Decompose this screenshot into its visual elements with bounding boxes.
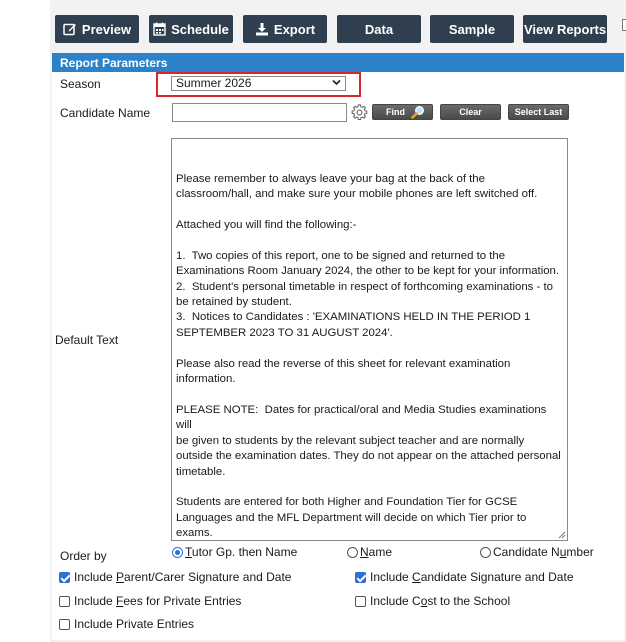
- view-reports-button[interactable]: [523, 15, 607, 43]
- sample-label: Sample: [448, 21, 496, 37]
- checkbox-checked-icon[interactable]: [59, 572, 70, 583]
- candidate-name-label: Candidate Name: [60, 106, 151, 120]
- panel-title: Report Parameters: [52, 53, 624, 72]
- chevron-down-icon: [332, 78, 341, 87]
- export-label: Export: [273, 21, 316, 37]
- private-entries-label: Include Private Entries: [74, 617, 195, 631]
- order-option-tutor-label: Tutor Gp. then Name: [185, 545, 298, 559]
- order-option-tutor-rest: utor Gp. then Name: [191, 545, 298, 559]
- calendar-icon: [153, 22, 166, 36]
- candidate-signature-label: Include Candidate Signature and Date: [370, 570, 574, 584]
- select-last-button[interactable]: [508, 104, 569, 120]
- parent-signature-label: Include Parent/Carer Signature and Date: [74, 570, 292, 584]
- cost-school-checkbox-row[interactable]: [355, 594, 510, 608]
- default-text-content: Please remember to always leave your bag at the back of the classroom/hall, and make sure your mobile phones are left switched off. Attached you will find the following:- 1. Two copies of this report, one to be signed and returned to the Examinations Room January 2024, the other to be kept for your information. 2. Student's personal timetable in respect of forthcoming examinations - to be retained by student. 3. Notices to Candidates : 'EXAMINATIONS HELD IN THE PERIOD 1 SEPTEMBER 2023 TO 31 AUGUST 2024'. Please also read the reverse of this sheet for relevant examination information. PLEASE NOTE: Dates for practical/oral and Media Studies examinations will be given to students by the relevant subject teacher and are normally outside the examination dates. They do not appear on the attached personal timetable. Students are entered for both Higher and Foundation Tier for GCSE Languages and the MFL Department will decide on which Tier prior to exams.: [176, 172, 561, 540]
- clear-button[interactable]: [440, 104, 501, 120]
- data-button[interactable]: [337, 15, 421, 43]
- find-button[interactable]: [372, 104, 433, 120]
- order-option-tutor[interactable]: [172, 545, 297, 559]
- cost-school-label: Include Cost to the School: [370, 594, 511, 608]
- magnifier-icon: [411, 105, 425, 119]
- candidate-name-input[interactable]: [172, 103, 347, 122]
- radio-selected-icon[interactable]: [172, 547, 183, 558]
- find-label: Find: [386, 107, 405, 117]
- fees-private-label: Include Fees for Private Entries: [74, 594, 242, 608]
- view-reports-label: View Reports: [523, 21, 607, 37]
- order-option-name[interactable]: [347, 545, 392, 559]
- checkbox-checked-icon[interactable]: [355, 572, 366, 583]
- order-option-candidate-number-label: Candidate Number: [493, 545, 594, 559]
- edit-icon: [63, 22, 77, 36]
- preview-label: Preview: [81, 21, 132, 37]
- default-text-label: Default Text: [55, 333, 119, 347]
- radio-icon[interactable]: [480, 547, 491, 558]
- sample-button[interactable]: [430, 15, 514, 43]
- schedule-label: Schedule: [171, 21, 229, 37]
- order-option-name-label: Name: [360, 545, 393, 559]
- checkbox-icon[interactable]: [59, 619, 70, 630]
- parent-signature-checkbox-row[interactable]: [59, 570, 291, 584]
- default-text-area[interactable]: [171, 138, 568, 541]
- gear-icon[interactable]: [351, 104, 368, 121]
- season-select[interactable]: [171, 76, 346, 91]
- preview-button[interactable]: [55, 15, 139, 43]
- radio-icon[interactable]: [347, 547, 358, 558]
- private-entries-checkbox-row[interactable]: [59, 617, 194, 631]
- export-button[interactable]: [243, 15, 327, 43]
- schedule-button[interactable]: [149, 15, 233, 43]
- candidate-signature-checkbox-row[interactable]: [355, 570, 574, 584]
- window-corner: [622, 19, 626, 31]
- select-last-label: Select Last: [514, 107, 563, 117]
- resize-grip-icon[interactable]: [557, 530, 566, 539]
- data-label: Data: [364, 21, 394, 37]
- clear-label: Clear: [459, 107, 482, 117]
- checkbox-icon[interactable]: [355, 596, 366, 607]
- season-label: Season: [60, 77, 101, 91]
- fees-private-checkbox-row[interactable]: [59, 594, 241, 608]
- order-by-label: Order by: [60, 549, 107, 563]
- checkbox-icon[interactable]: [59, 596, 70, 607]
- season-value: Summer 2026: [176, 76, 252, 90]
- download-icon: [255, 22, 269, 36]
- order-option-candidate-number[interactable]: [480, 545, 594, 559]
